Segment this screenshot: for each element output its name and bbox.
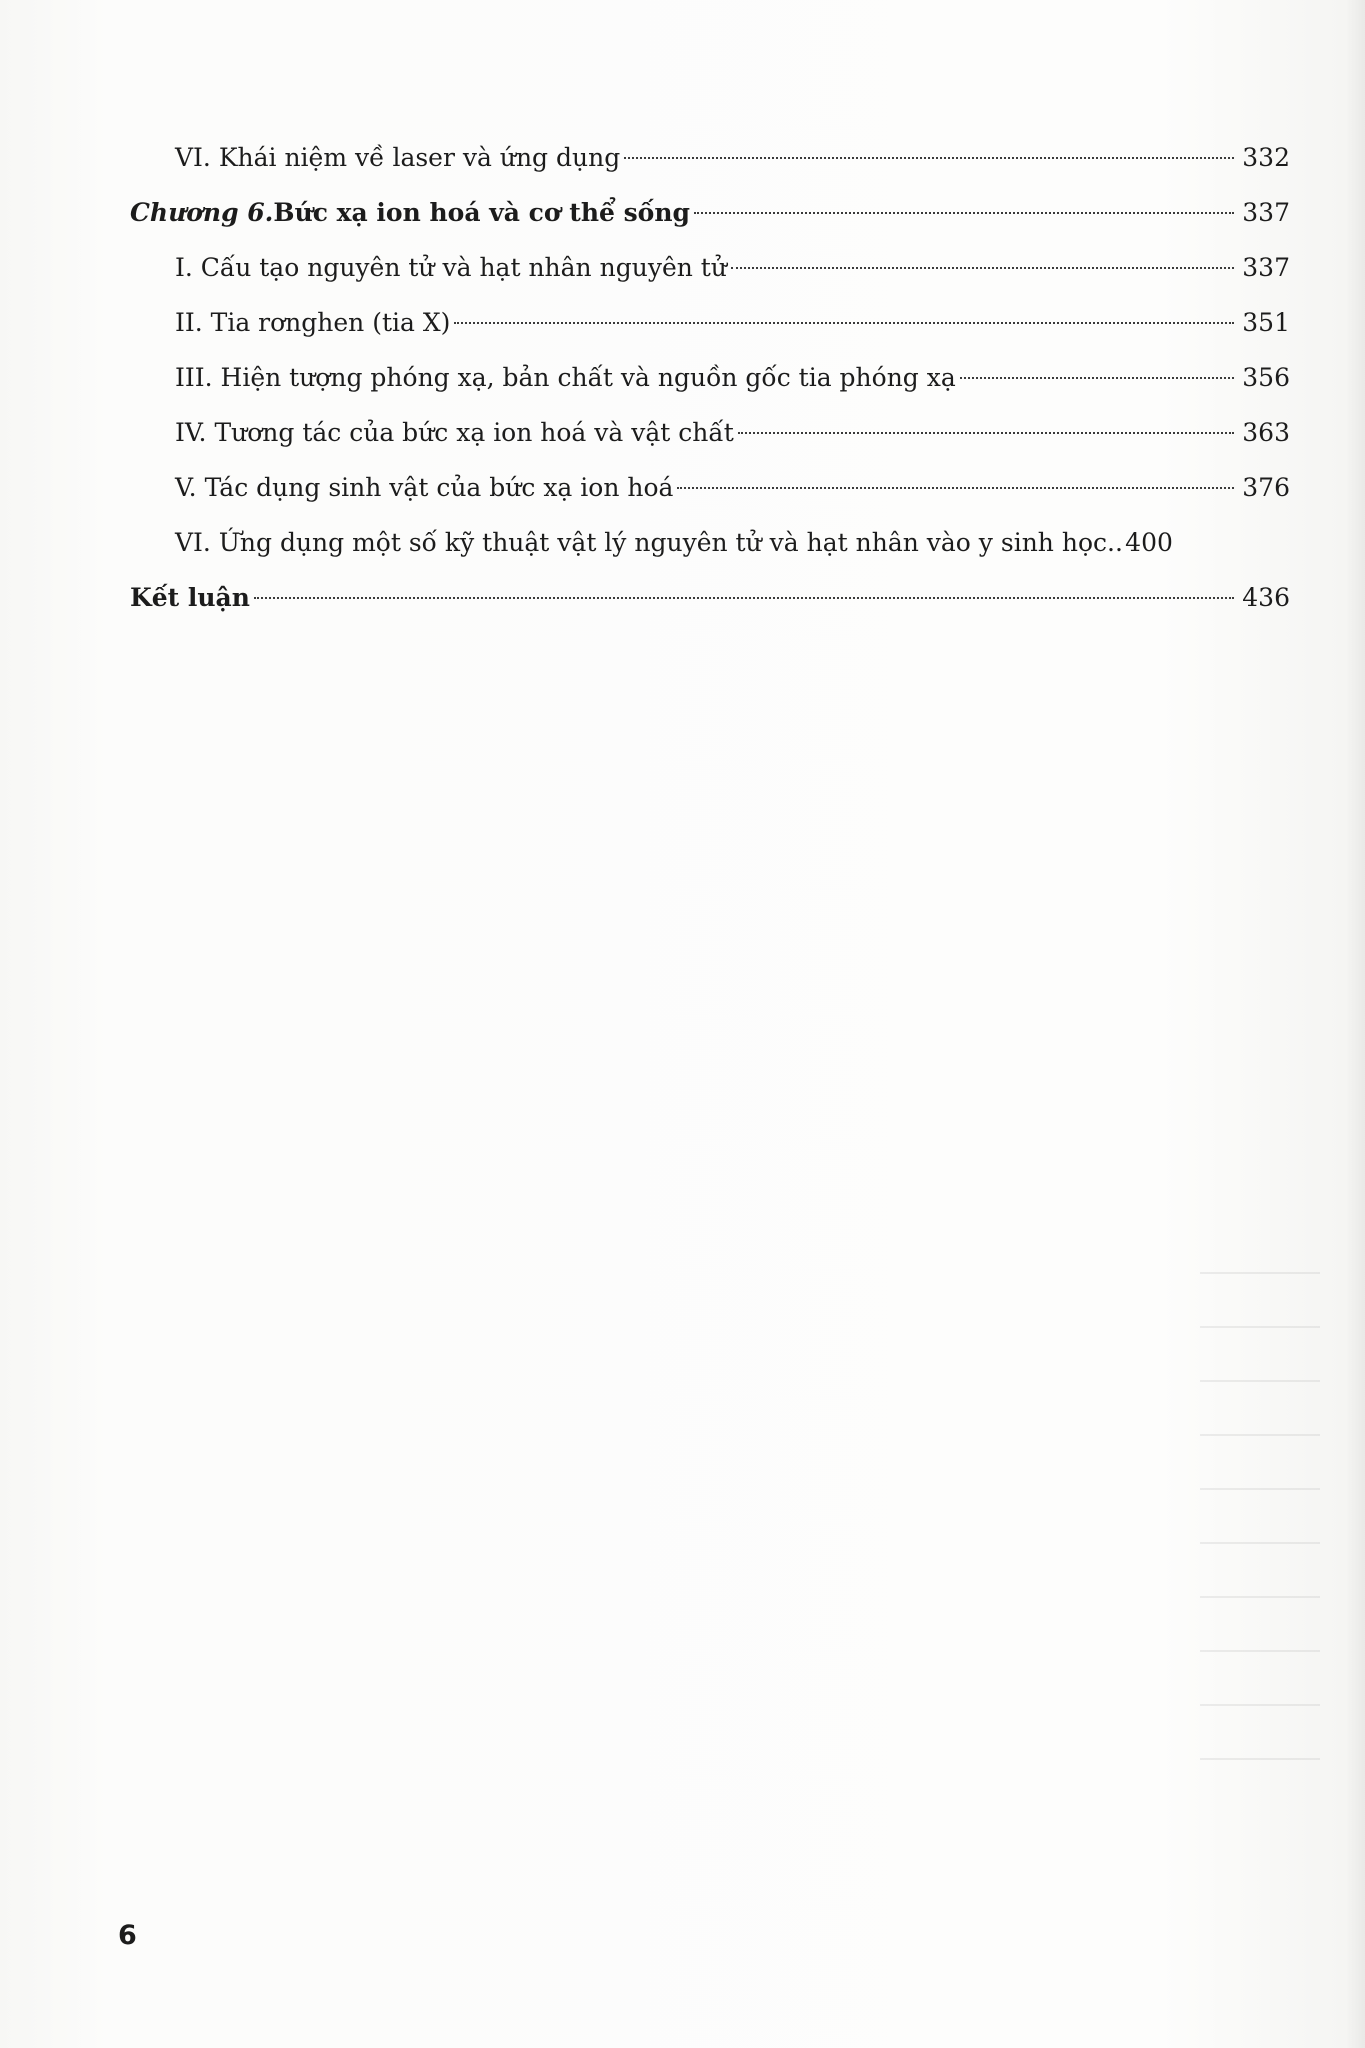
toc-entry-title: II. Tia rơnghen (tia X) — [175, 308, 451, 337]
toc-entry-title: IV. Tương tác của bức xạ ion hoá và vật chất — [175, 418, 734, 447]
toc-entry-page: 400 — [1125, 528, 1173, 557]
toc-entry-title: Kết luận — [130, 583, 250, 612]
dot-leader — [624, 157, 1234, 159]
toc-chapter-heading — [130, 185, 1290, 240]
dot-leader — [731, 267, 1234, 269]
dot-leader — [454, 322, 1234, 324]
toc-entry — [130, 130, 1290, 185]
table-of-contents — [130, 130, 1290, 625]
dot-leader — [738, 432, 1234, 434]
toc-entry-title: VI. Khái niệm về laser và ứng dụng — [175, 143, 621, 172]
toc-entry-page: 363 — [1242, 418, 1290, 447]
toc-entry-title: Bức xạ ion hoá và cơ thể sống — [273, 198, 691, 227]
toc-entry — [130, 295, 1290, 350]
toc-entry — [130, 460, 1290, 515]
show-through-lines — [1200, 1220, 1320, 1780]
toc-entry — [130, 515, 1290, 570]
dot-leader — [694, 212, 1234, 214]
dot-leader — [254, 597, 1234, 599]
toc-entry-title: I. Cấu tạo nguyên tử và hạt nhân nguyên tử — [175, 253, 727, 282]
toc-entry-page: 337 — [1242, 198, 1290, 227]
toc-entry-page: 351 — [1242, 308, 1290, 337]
toc-entry-title: III. Hiện tượng phóng xạ, bản chất và nguồn gốc tia phóng xạ — [175, 363, 956, 392]
toc-entry — [130, 350, 1290, 405]
dot-leader — [677, 487, 1234, 489]
toc-entry-title: V. Tác dụng sinh vật của bức xạ ion hoá — [175, 473, 674, 502]
toc-entry-title: VI. Ứng dụng một số kỹ thuật vật lý nguyên tử và hạt nhân vào y sinh học.. — [175, 528, 1123, 557]
toc-entry-page: 436 — [1242, 583, 1290, 612]
page-edge-shadow — [1347, 0, 1365, 2048]
toc-conclusion — [130, 570, 1290, 625]
toc-entry-page: 376 — [1242, 473, 1290, 502]
toc-entry-page: 337 — [1242, 253, 1290, 282]
toc-entry — [130, 240, 1290, 295]
chapter-prefix: Chương 6. — [130, 198, 274, 227]
toc-entry — [130, 405, 1290, 460]
page-number: 6 — [118, 1920, 137, 1951]
dot-leader — [960, 377, 1234, 379]
toc-entry-page: 332 — [1242, 143, 1290, 172]
toc-entry-page: 356 — [1242, 363, 1290, 392]
